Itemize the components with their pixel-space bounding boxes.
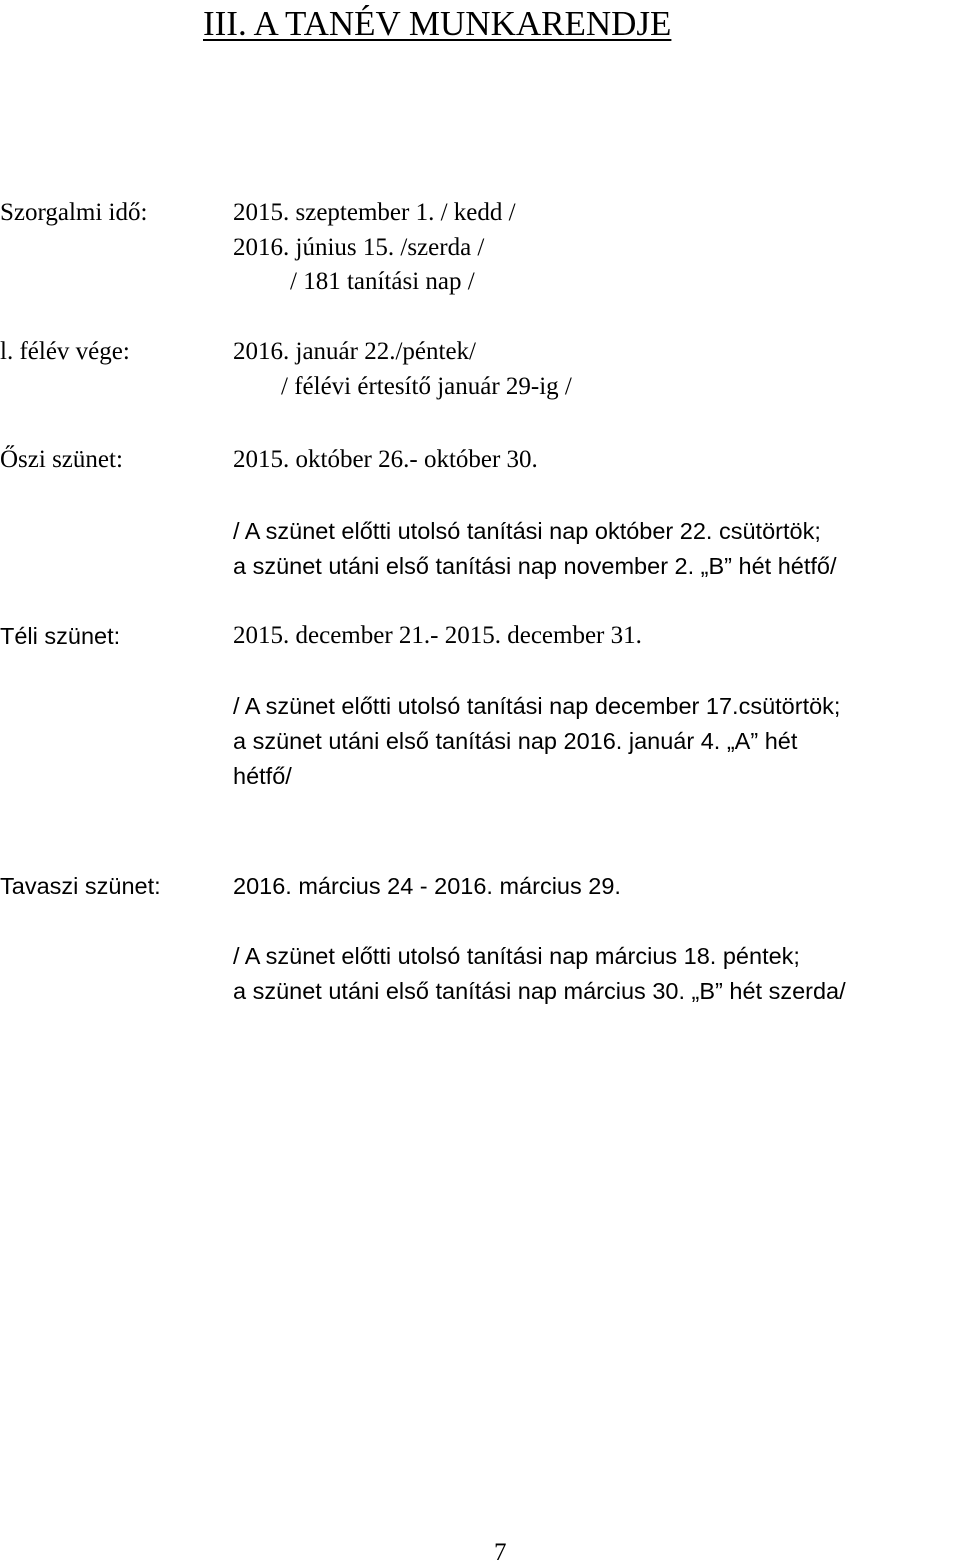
szorgalmi-label: Szorgalmi idő: — [0, 199, 148, 226]
tavaszi-label: Tavaszi szünet: — [0, 873, 161, 899]
teli-note-2: a szünet utáni első tanítási nap 2016. január 4. „A” hét — [233, 728, 798, 754]
teli-dates: 2015. december 21.- 2015. december 31. — [233, 622, 642, 649]
teli-label: Téli szünet: — [0, 623, 121, 649]
tavaszi-dates: 2016. március 24 - 2016. március 29. — [233, 873, 621, 899]
szorgalmi-days: / 181 tanítási nap / — [290, 268, 475, 295]
tavaszi-note-2: a szünet utáni első tanítási nap március 30. „B” hét szerda/ — [233, 978, 846, 1004]
szorgalmi-start: 2015. szeptember 1. / kedd / — [233, 199, 516, 226]
page-number: 7 — [494, 1539, 507, 1566]
felev-date: 2016. január 22./péntek/ — [233, 338, 476, 365]
oszi-label: Őszi szünet: — [0, 446, 123, 473]
teli-note-1: / A szünet előtti utolsó tanítási nap december 17.csütörtök; — [233, 693, 841, 719]
tavaszi-note-1: / A szünet előtti utolsó tanítási nap március 18. péntek; — [233, 943, 800, 969]
oszi-note-1: / A szünet előtti utolsó tanítási nap október 22. csütörtök; — [233, 518, 821, 544]
oszi-note-2: a szünet utáni első tanítási nap november 2. „B” hét hétfő/ — [233, 553, 837, 579]
felev-note: / félévi értesítő január 29-ig / — [281, 373, 572, 400]
oszi-dates: 2015. október 26.- október 30. — [233, 446, 538, 473]
szorgalmi-end: 2016. június 15. /szerda / — [233, 234, 485, 261]
teli-note-3: hétfő/ — [233, 763, 292, 789]
felev-label: l. félév vége: — [0, 338, 130, 365]
page-title: III. A TANÉV MUNKARENDJE — [203, 4, 672, 43]
